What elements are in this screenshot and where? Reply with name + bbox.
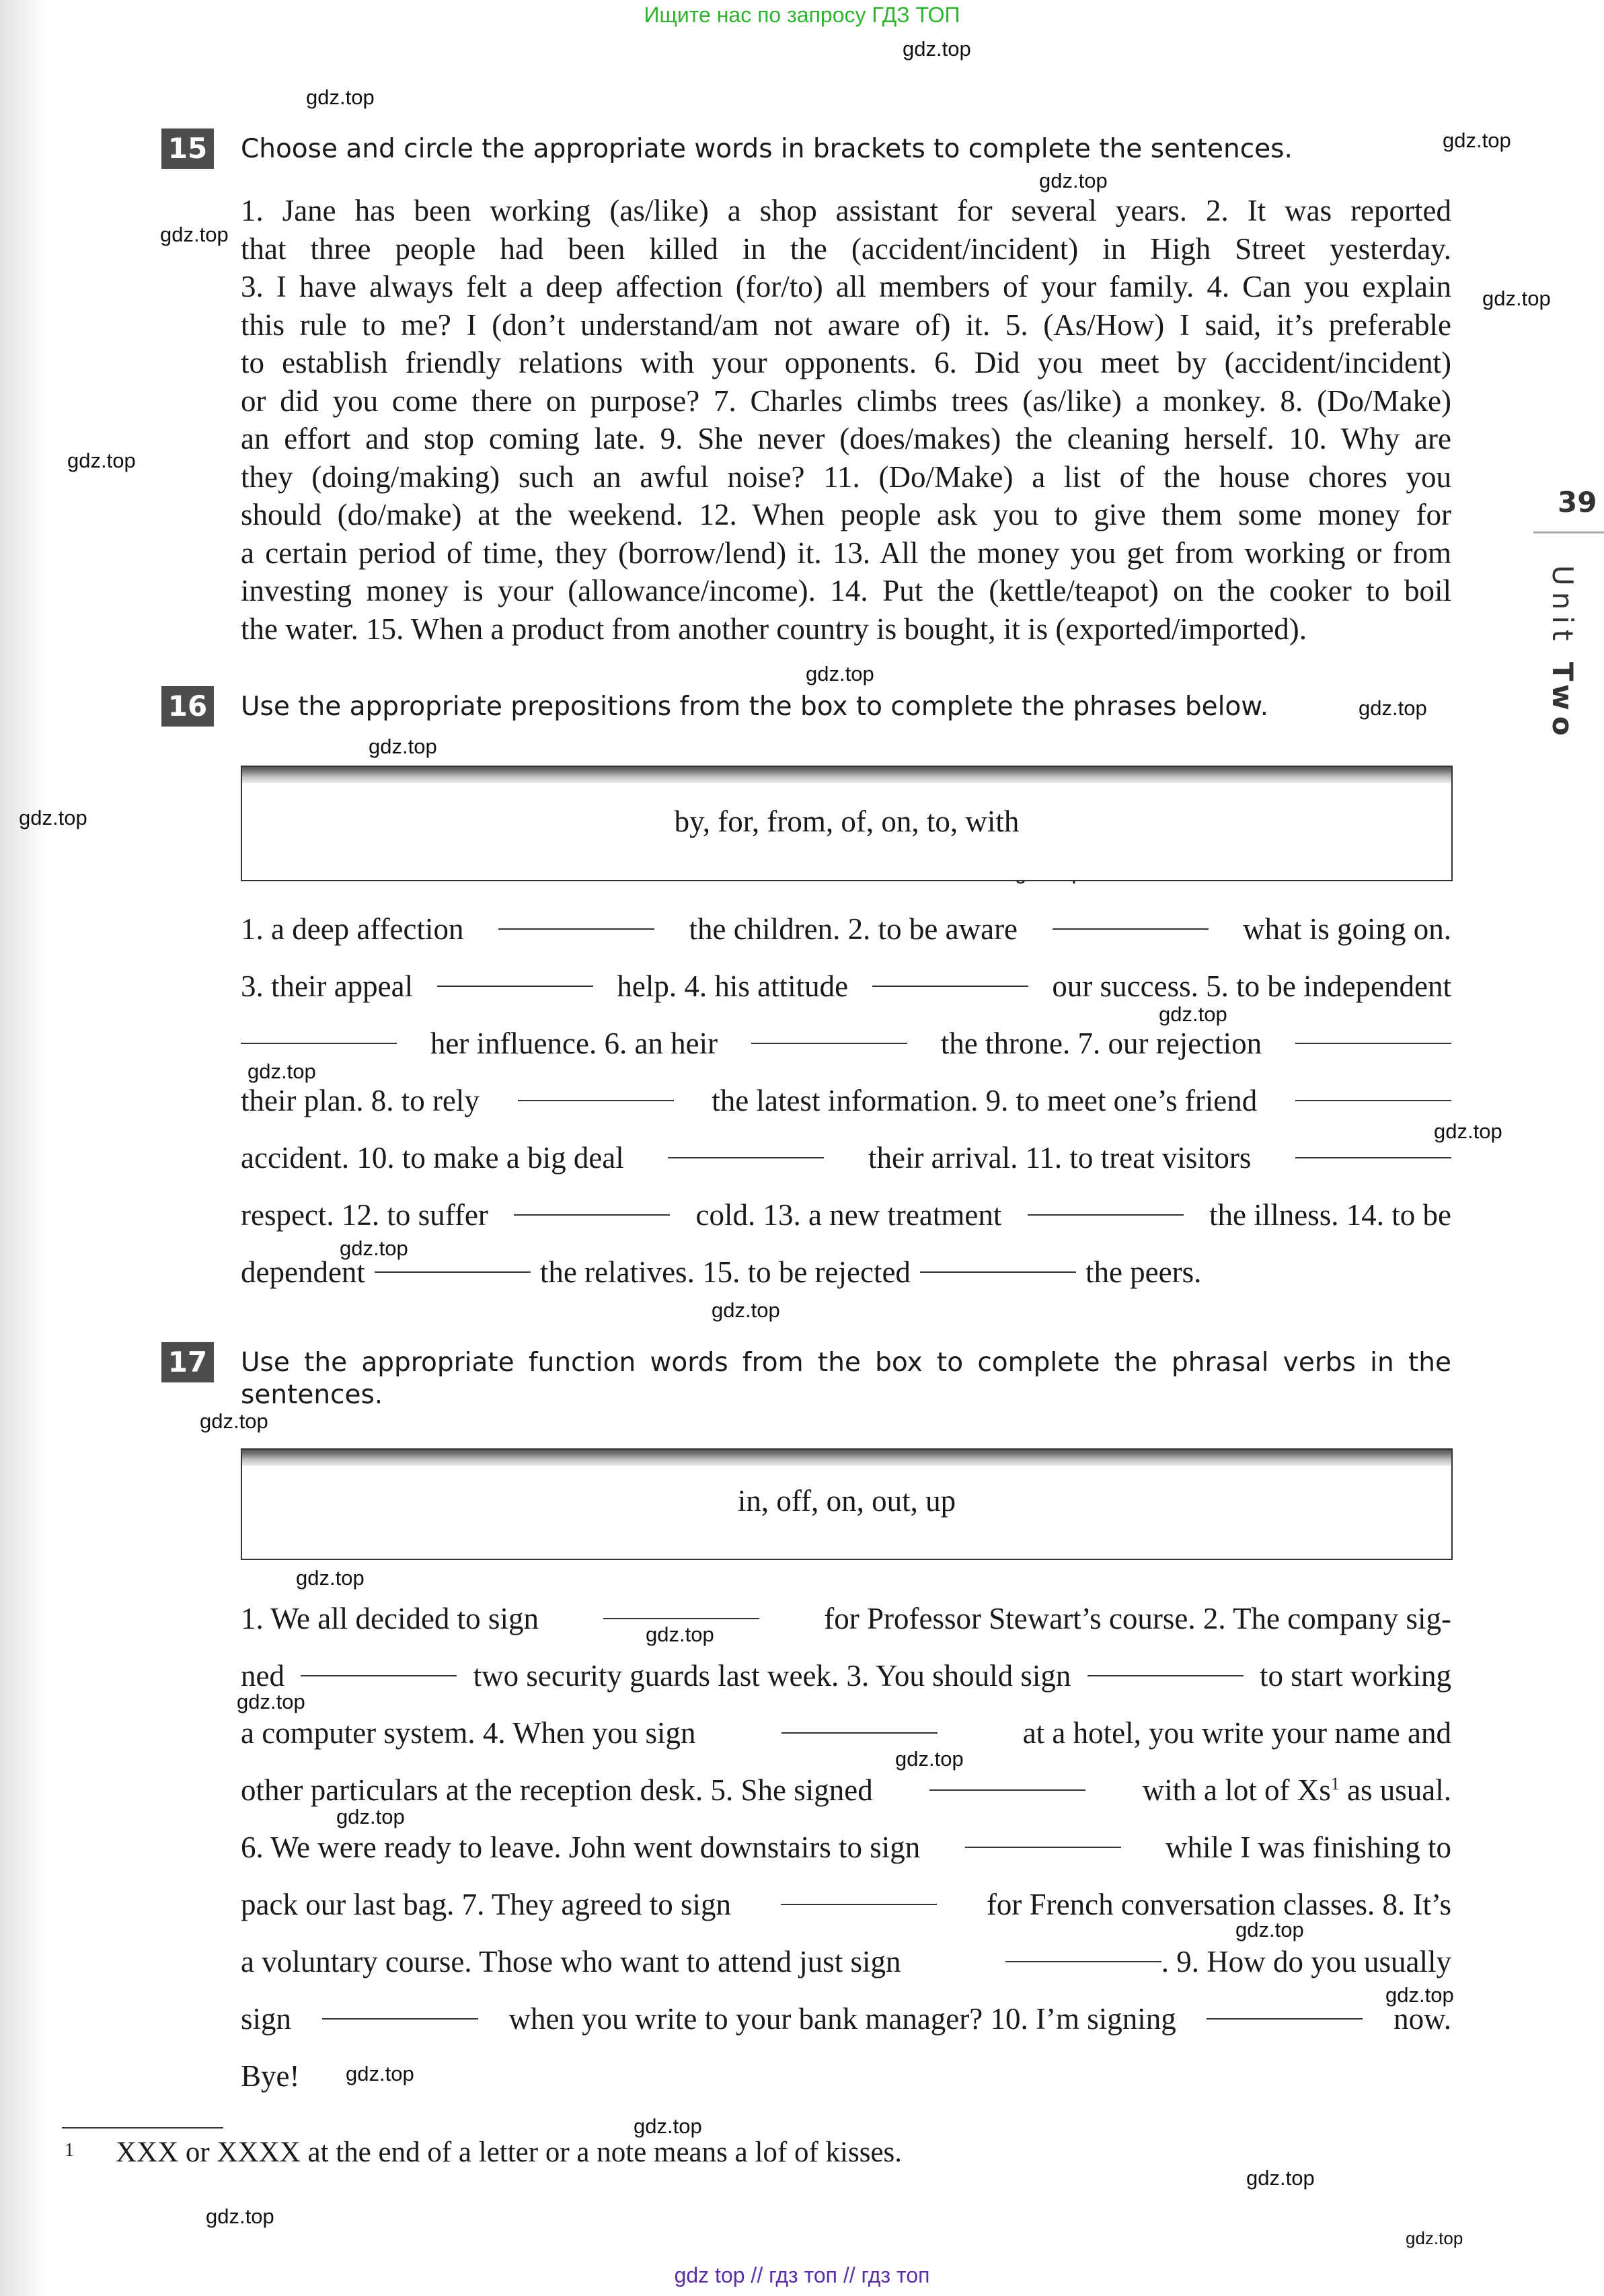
ex17-text: while I was finishing to [1166,1830,1451,1864]
unit-label [1546,565,1579,742]
answer-blank[interactable] [514,1214,670,1216]
ex16-text: respect. 12. to suffer [241,1198,488,1232]
ex17-line [241,1944,1451,1979]
watermark: gdz.top [19,806,87,829]
ex17-text: a computer system. 4. When you sign [241,1716,696,1750]
ex17-text: ned [241,1659,284,1693]
ex17-line [241,1830,1451,1865]
ex16-line [241,1026,1451,1061]
ex17-text-with-note [1143,1773,1451,1808]
watermark: gdz.top [712,1298,780,1322]
word-box-words: by, for, from, of, on, to, with [674,805,1020,838]
answer-blank[interactable] [751,1043,907,1044]
ex17-line [241,2001,1451,2036]
answer-blank[interactable] [1295,1157,1451,1158]
ex16-text: the latest information. 9. to meet one’s friend [712,1084,1258,1117]
ex17-line [241,1658,1451,1693]
answer-blank[interactable] [375,1271,531,1273]
ex15-line: 3. I have always felt a deep affection (for/to) all members of your family. 4. Can you explain [241,270,1451,303]
ex17-line [241,1715,1451,1750]
side-divider [1533,531,1604,533]
ex17-text: with a lot of Xs [1142,1773,1331,1807]
ex16-text: help. 4. his attitude [617,969,849,1003]
ex17-blank-group [1005,1944,1451,1979]
ex17-text: when you write to your bank manager? 10. I’m signing [508,2002,1176,2036]
ex17-text: Bye! [241,2059,300,2093]
watermark: gdz.top [1359,696,1427,720]
watermark: gdz.top [369,735,437,758]
unit-word: Unit [1546,565,1579,647]
watermark: gdz.top [895,1747,964,1771]
ex17-text: now. [1393,2002,1451,2036]
ex16-text: their arrival. 11. to treat visitors [868,1141,1252,1175]
watermark: gdz.top [1039,169,1108,192]
watermark: gdz.top [1482,287,1551,310]
watermark: gdz.top [1434,1119,1502,1143]
exercise-16-number: 16 [161,686,214,727]
unit-number: Two [1546,661,1579,742]
watermark: gdz.top [336,1805,405,1828]
ex16-text: the children. 2. to be aware [689,912,1018,946]
exercise-15-text [241,192,1451,648]
ex17-text: 1. We all decided to sign [241,1602,539,1635]
watermark: gdz.top [237,1690,305,1713]
ex17-text: to start working [1260,1659,1451,1693]
box-header-bar [242,767,1451,783]
answer-blank[interactable] [241,1043,397,1044]
ex16-line [241,1255,1451,1290]
watermark: gdz.top [206,2205,274,2228]
ex15-line: an effort and stop coming late. 9. She never (does/makes) the cleaning herself. 10. Why are [241,422,1451,455]
page-number: 39 [1558,486,1597,519]
ex15-line: or did you come there on purpose? 7. Charles climbs trees (as/like) a monkey. 8. (Do/Make) [241,383,1451,418]
ex17-text: for French conversation classes. 8. It’s [986,1888,1451,1921]
ex15-line: to establish friendly relations with your opponents. 6. Did you meet by (accident/incident) [241,346,1451,379]
answer-blank[interactable] [1207,2018,1363,2020]
ex16-text: accident. 10. to make a big deal [241,1141,624,1175]
ex17-instruction-line: Use the appropriate function words from the box to complete the phrasal verbs in the [241,1347,1451,1378]
watermark: gdz.top [296,1566,365,1590]
ex17-text: sign [241,2002,292,2036]
answer-blank[interactable] [668,1157,824,1158]
top-banner[interactable]: Ищите нас по запросу ГДЗ ТОП [644,3,960,27]
answer-blank[interactable] [1087,1675,1244,1676]
ex16-text: the throne. 7. our rejection [940,1027,1262,1060]
answer-blank[interactable] [965,1847,1121,1848]
ex16-text: the relatives. 15. to be rejected [539,1255,911,1289]
ex16-text: their plan. 8. to rely [241,1084,480,1117]
footnote-reference[interactable]: 1 [1330,1774,1340,1793]
exercise-15-number: 15 [161,128,214,169]
ex17-line [241,1601,1451,1636]
footnote-rule [62,2127,223,2128]
ex16-text: our success. 5. to be independent [1052,969,1451,1003]
ex15-line: they (doing/making) such an awful noise? 11. (Do/Make) a list of the house chores you [241,459,1451,494]
answer-blank[interactable] [1295,1100,1451,1101]
ex17-text: at a hotel, you write your name and [1022,1716,1451,1750]
ex16-line [241,1140,1451,1175]
watermark: gdz.top [67,449,136,472]
ex17-text: . 9. How do you usually [1161,1945,1451,1978]
answer-blank[interactable] [1005,1961,1161,1962]
ex17-line [241,1773,1451,1808]
answer-blank[interactable] [437,986,593,987]
answer-blank[interactable] [1295,1043,1451,1044]
exercise-16-instruction: Use the appropriate prepositions from the box to complete the phrases below. [241,692,1268,722]
box-header-bar [242,1450,1451,1466]
watermark: gdz.top [346,2062,414,2085]
answer-blank[interactable] [920,1271,1076,1273]
exercise-17-instruction [241,1347,1451,1411]
ex16-line [241,912,1451,947]
answer-blank[interactable] [929,1789,1085,1791]
word-box-words: in, off, on, out, up [737,1484,956,1518]
footnote-mark: 1 [65,2140,74,2161]
ex15-line: investing money is your (allowance/income). 14. Put the (kettle/teapot) on the cooker to boil [241,574,1451,607]
ex15-line: should (do/make) at the weekend. 12. When people ask you to give them some money for [241,498,1451,531]
ex16-line [241,969,1451,1004]
watermark: gdz.top [634,2114,702,2138]
watermark: gdz.top [200,1409,268,1433]
ex17-text: as usual. [1347,1773,1451,1807]
ex17-text: for Professor Stewart’s course. 2. The company sig- [824,1602,1451,1635]
exercise-15-instruction: Choose and circle the appropriate words in brackets to complete the sentences. [241,134,1293,164]
footnote-text: XXX or XXXX at the end of a letter or a note means a lof of kisses. [116,2137,903,2168]
ex16-line [241,1083,1451,1118]
watermark: gdz.top [1159,1002,1227,1026]
ex15-line: this rule to me? I (don’t understand/am not aware of) it. 5. (As/How) I said, it’s preferable [241,307,1451,342]
answer-blank[interactable] [781,1732,938,1734]
watermark: gdz.top [247,1060,316,1083]
ex16-text: what is going on. [1243,912,1451,946]
watermark: gdz.top [1443,128,1511,152]
answer-blank[interactable] [518,1100,674,1101]
watermark: gdz.top [806,662,874,686]
ex17-line [241,2059,1451,2094]
answer-blank[interactable] [872,986,1028,987]
answer-blank[interactable] [781,1904,937,1905]
exercise-16-word-box [241,766,1453,881]
answer-blank[interactable] [603,1618,759,1619]
watermark: gdz.top [160,223,229,246]
ex15-line: that three people had been killed in the (accident/incident) in High Street yesterday. [241,231,1451,266]
answer-blank[interactable] [301,1675,457,1676]
ex17-line [241,1887,1451,1922]
ex16-text: dependent [241,1255,365,1289]
answer-blank[interactable] [322,2018,478,2020]
ex16-text: 3. their appeal [241,969,414,1003]
ex17-text: 6. We were ready to leave. John went downstairs to sign [241,1830,921,1864]
watermark: gdz.top [646,1623,714,1646]
ex16-text: her influence. 6. an heir [430,1027,718,1060]
watermark: gdz.top [903,37,971,61]
ex15-line: the water. 15. When a product from another country is bought, it is (exported/imported). [241,612,1307,646]
ex17-text: a voluntary course. Those who want to attend just sign [241,1945,901,1978]
watermark: gdz.top [306,85,375,109]
ex17-text: two security guards last week. 3. You should sign [473,1659,1071,1693]
exercise-17-number: 17 [161,1342,214,1382]
answer-blank[interactable] [1028,1214,1184,1216]
answer-blank[interactable] [1053,928,1209,930]
bottom-banner[interactable]: gdz top // гдз топ // гдз топ [674,2263,930,2287]
watermark: gdz.top [1246,2166,1315,2190]
answer-blank[interactable] [498,928,654,930]
ex16-text: cold. 13. a new treatment [695,1198,1002,1232]
ex17-instruction-line: sentences. [241,1380,383,1410]
page-shadow [0,0,47,2296]
exercise-17-word-box [241,1448,1453,1560]
ex16-text: 1. a deep affection [241,912,464,946]
watermark: gdz.top [1406,2228,1463,2248]
ex17-text: pack our last bag. 7. They agreed to sign [241,1888,731,1921]
ex15-line: 1. Jane has been working (as/like) a shop assistant for several years. 2. It was reported [241,194,1451,227]
ex16-text: the illness. 14. to be [1209,1198,1451,1232]
watermark: gdz.top [340,1236,408,1260]
ex16-line [241,1197,1451,1232]
ex17-text: other particulars at the reception desk. 5. She signed [241,1773,873,1807]
watermark: gdz.top [1385,1983,1454,2007]
watermark: gdz.top [1235,1918,1304,1941]
ex16-text: the peers. [1085,1255,1202,1289]
ex15-line: a certain period of time, they (borrow/lend) it. 13. All the money you get from working or from [241,535,1451,570]
